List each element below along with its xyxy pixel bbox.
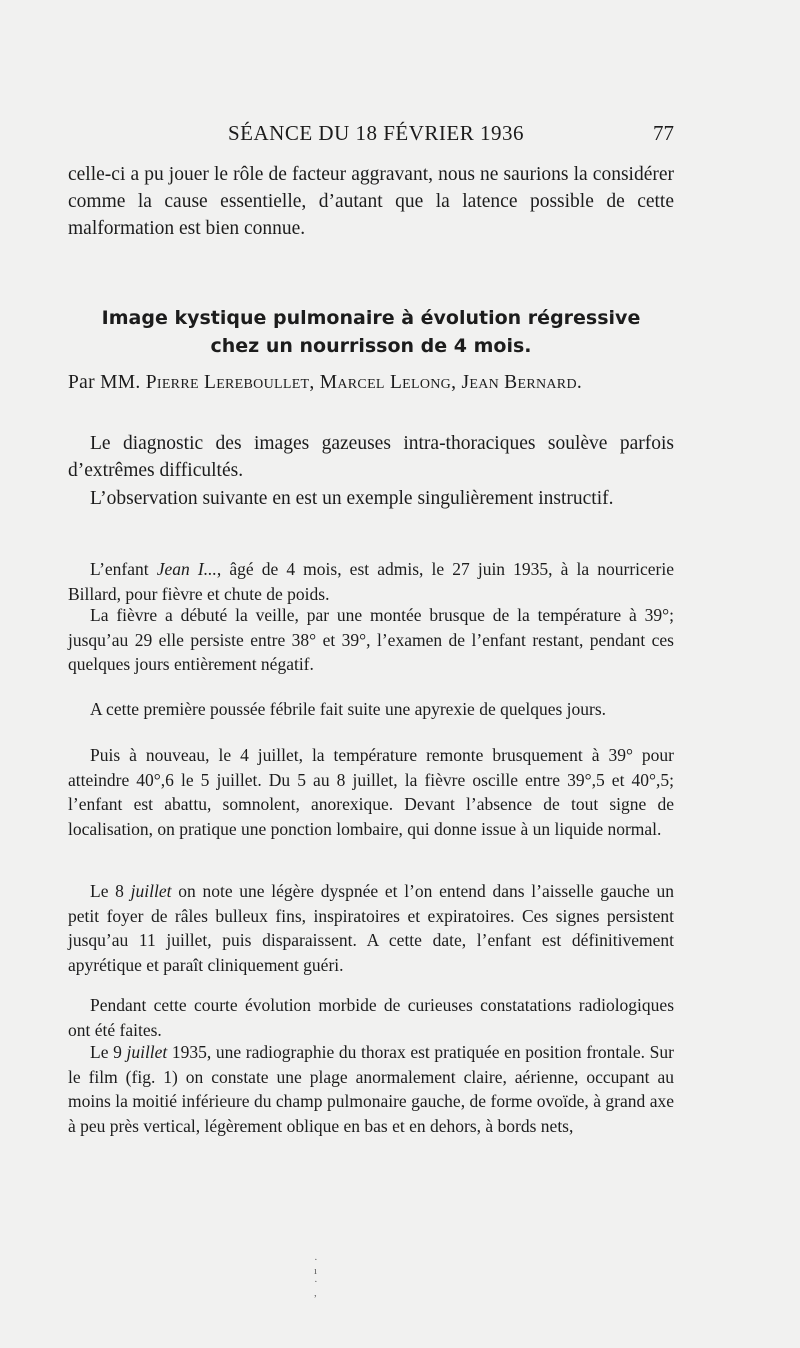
article-title-line-2: chez un nourrisson de 4 mois.	[210, 335, 532, 357]
case-p1-rest: , âgé de 4 mois, est admis, le 27 juin 1935, à la nourricerie Billard, pour fièvre et chute de poids.	[68, 559, 674, 604]
book-page	[68, 0, 674, 1348]
authors-names: Pierre Lereboullet, Marcel Lelong, Jean Bernard.	[145, 372, 583, 393]
case-paragraph-4: Puis à nouveau, le 4 juillet, la température remonte brusquement à 39° pour atteindre 40°,6 le 5 juillet. Du 5 au 8 juillet, la fièvre oscille entre 39°,5 et 40°,5; l’enfant est abattu, somnolent, anorexique. Devant l’absence de tout signe de localisation, on pratique une ponction lombaire, qui donne issue à un liquide normal.	[68, 745, 674, 839]
case-paragraph-7	[68, 1040, 674, 1138]
case-p1-lead: L’enfant	[90, 559, 157, 579]
case-p5-date: juillet	[130, 881, 172, 901]
case-paragraph-6: Pendant cette courte évolution morbide de curieuses constatations radiologiques ont été faites.	[68, 995, 674, 1040]
case-paragraph-3: A cette première poussée fébrile fait suite une apyrexie de quelques jours.	[90, 699, 607, 719]
intro-paragraph-2: L’observation suivante en est un exemple singulièrement instructif.	[90, 488, 614, 509]
case-paragraph-1	[68, 557, 674, 606]
case-p5-lead: Le 8	[90, 881, 131, 901]
running-header	[68, 121, 674, 151]
case-paragraph-2: La fièvre a débuté la veille, par une montée brusque de la température à 39°; jusqu’au 29 elle persiste entre 38° et 39°, l’examen de l’enfant restant, pendant ces quelques jours entièrement négatif.	[68, 605, 674, 675]
authors-prefix: Par MM.	[68, 372, 141, 393]
article-title-line-1: Image kystique pulmonaire à évolution régressive	[101, 307, 641, 329]
case-p7-date: juillet	[126, 1042, 168, 1062]
intro-paragraph-1: Le diagnostic des images gazeuses intra-thoraciques soulève parfois d’extrêmes difficultés.	[68, 433, 674, 481]
running-title: SÉANCE DU 18 FÉVRIER 1936	[228, 121, 525, 145]
page-number: 77	[653, 121, 674, 145]
continuation-paragraph: celle-ci a pu jouer le rôle de facteur aggravant, nous ne saurions la considérer comme la cause essentielle, d’autant que la latence possible de cette malformation est bien connue.	[68, 164, 674, 239]
patient-name: Jean I...	[156, 559, 217, 579]
page-specks: · ı · ,	[314, 1254, 318, 1299]
authors-line	[68, 372, 674, 394]
case-p7-lead: Le 9	[90, 1042, 127, 1062]
case-p7-rest: 1935, une radiographie du thorax est pratiquée en position frontale. Sur le film (fig. 1) on constate une plage anormalement claire, aérienne, occupant au moins la moitié inférieure du champ pulmonaire gauche, de forme ovoïde, à grand axe à peu près vertical, légèrement oblique en bas et en dehors, à bords nets,	[68, 1042, 674, 1136]
case-p5-rest: on note une légère dyspnée et l’on entend dans l’aisselle gauche un petit foyer de râles bulleux fins, inspiratoires et expiratoires. Ces signes persistent jusqu’au 11 juillet, puis disparaissent. A cette date, l’enfant est définitivement apyrétique et paraît cliniquement guéri.	[68, 881, 674, 975]
case-paragraph-5	[68, 879, 674, 977]
